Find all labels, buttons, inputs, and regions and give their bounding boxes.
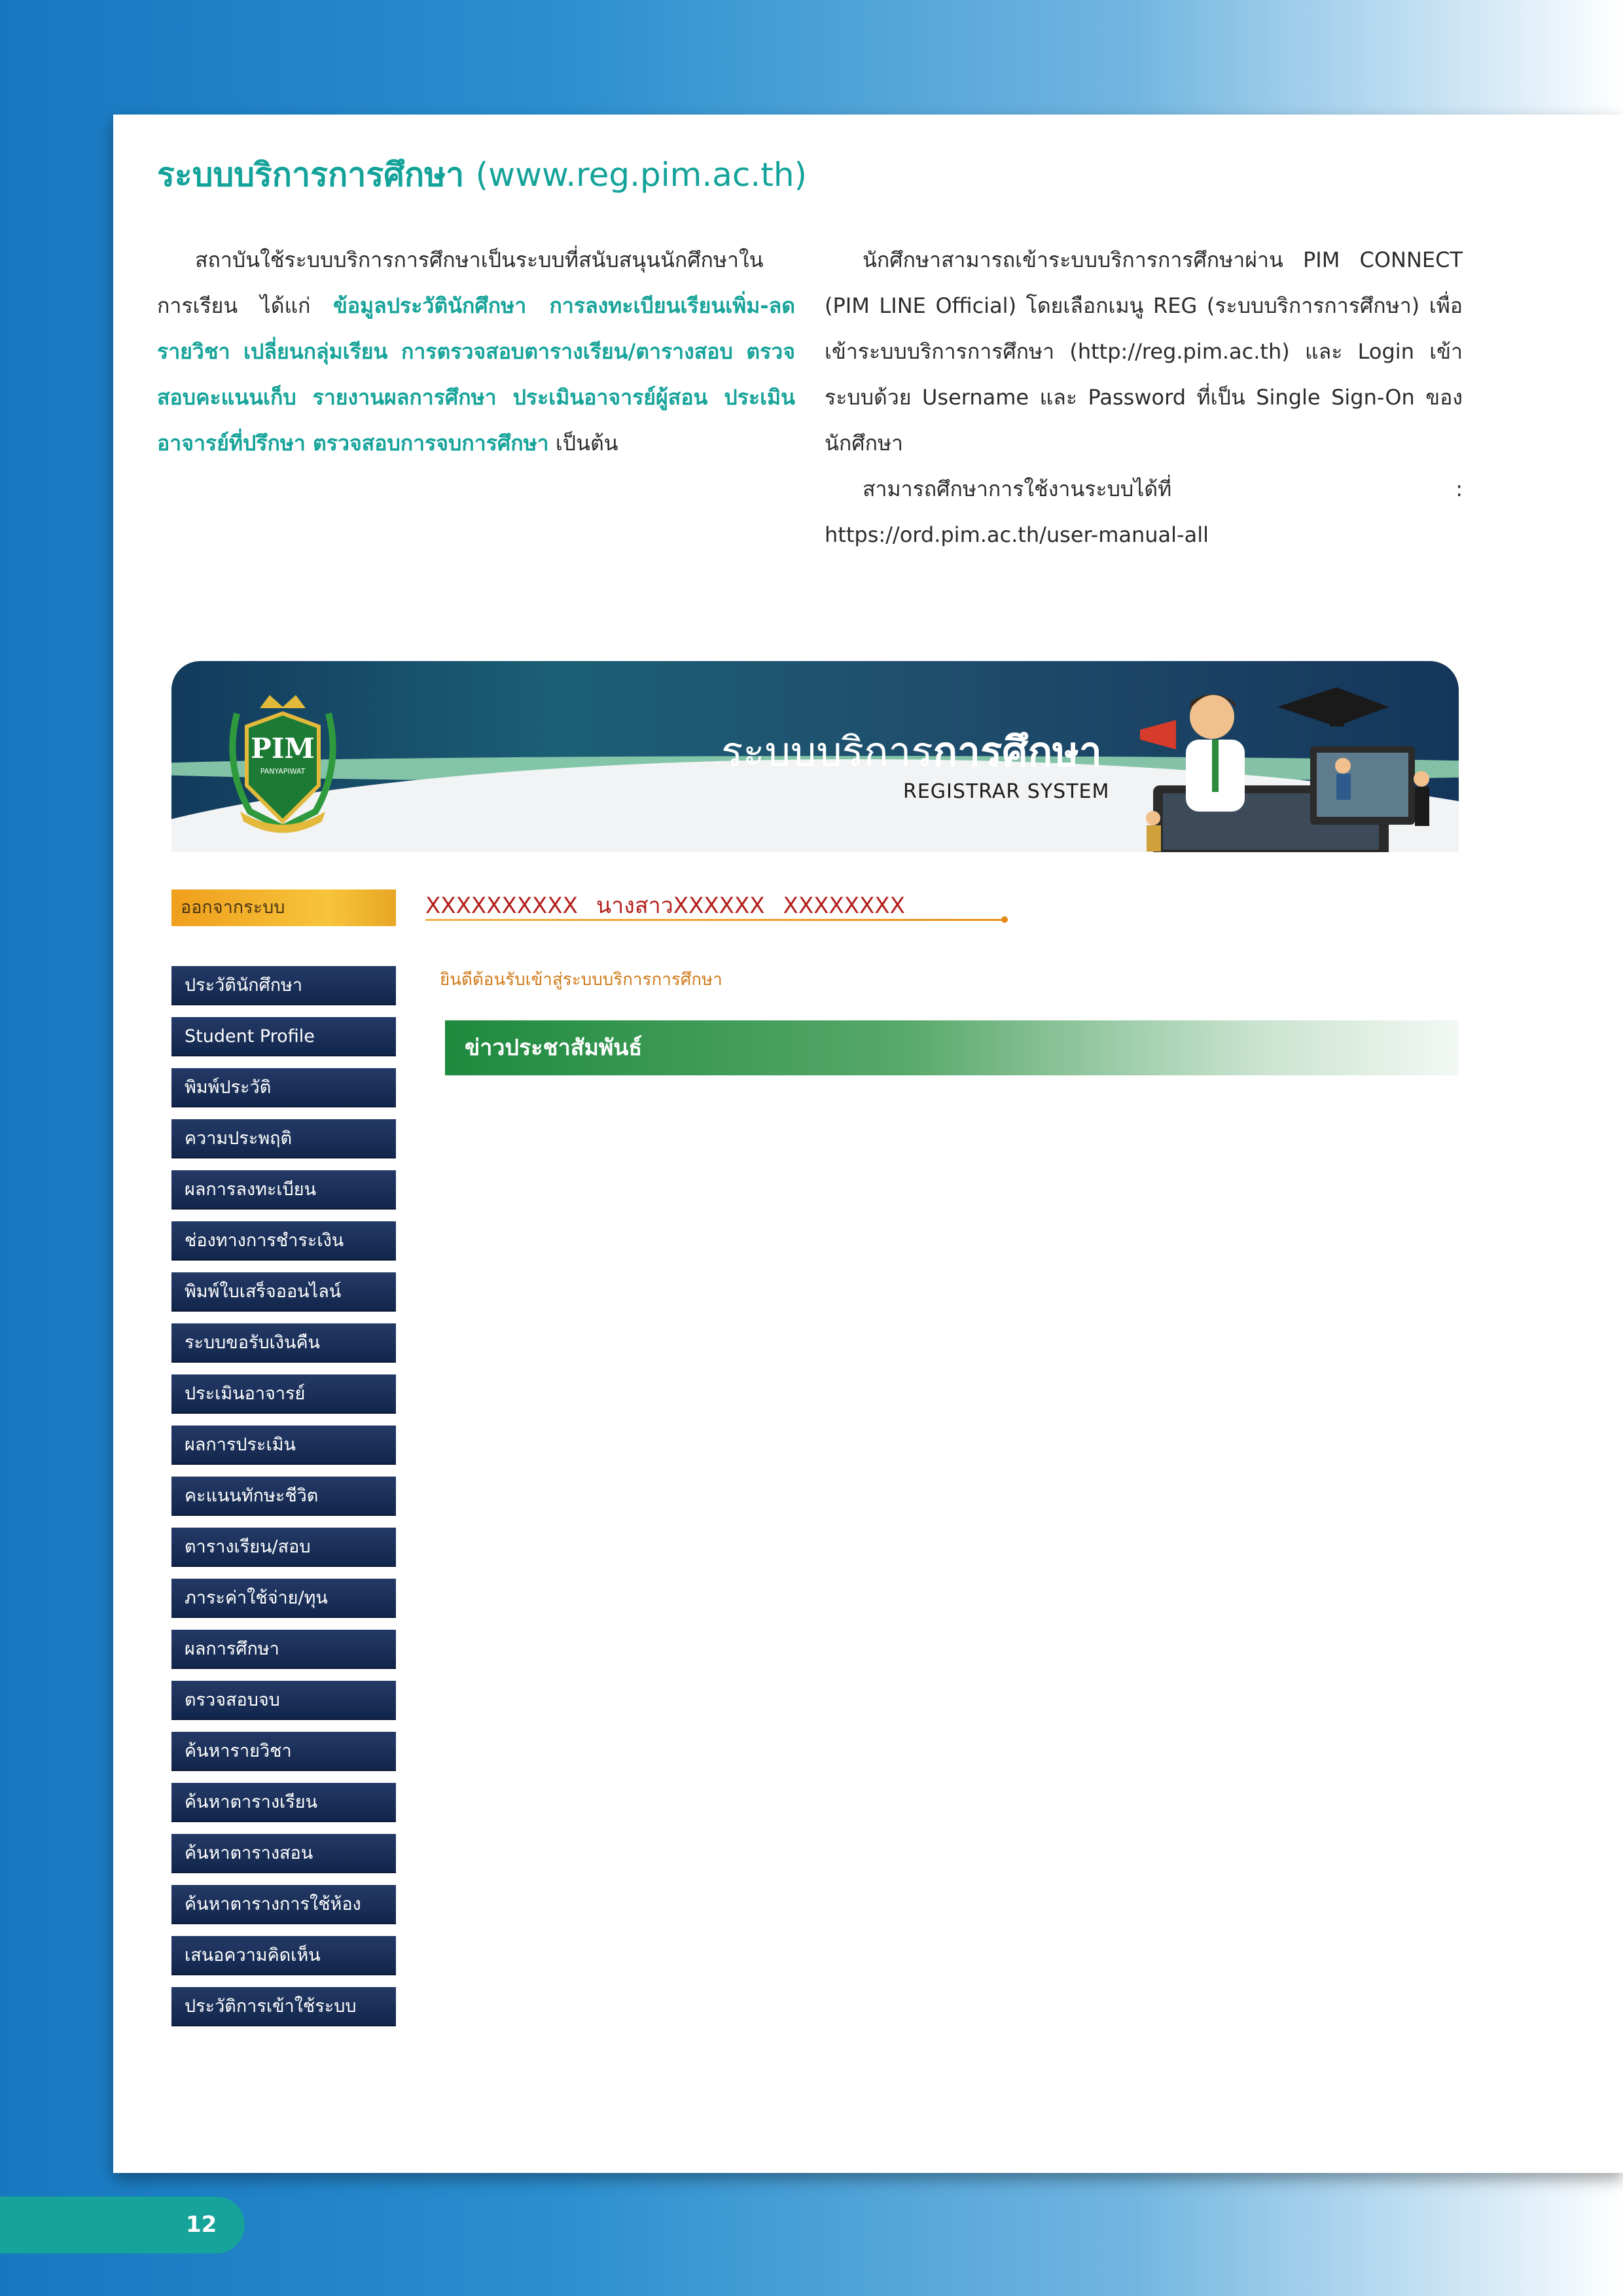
left-paragraph	[157, 237, 795, 466]
sidebar-item-graduation-check[interactable]: ตรวจสอบจบ	[171, 1681, 396, 1720]
right-column	[825, 237, 1463, 558]
sidebar-item-print-receipt[interactable]: พิมพ์ใบเสร็จออนไลน์	[171, 1272, 396, 1312]
sidebar-item-timetable[interactable]: ตารางเรียน/สอบ	[171, 1528, 396, 1567]
user-name: นางสาวXXXXXX	[596, 893, 765, 919]
sidebar-item-grades[interactable]: ผลการศึกษา	[171, 1630, 396, 1669]
banner-title	[721, 720, 1102, 784]
left-outro: เป็นต้น	[548, 431, 618, 456]
sidebar-item-evaluate-lecturer[interactable]: ประเมินอาจารย์	[171, 1374, 396, 1414]
sidebar-item-class-schedule-search[interactable]: ค้นหาตารางเรียน	[171, 1783, 396, 1822]
user-divider	[425, 919, 1008, 921]
sidebar-item-life-skill-score[interactable]: คะแนนทักษะชีวิต	[171, 1477, 396, 1516]
heading-title: ระบบบริการการศึกษา	[157, 156, 465, 194]
sidebar-item-course-search[interactable]: ค้นหารายวิชา	[171, 1732, 396, 1771]
banner-title-bold: การศึกษา	[933, 728, 1102, 776]
sidebar-item-expenses[interactable]: ภาระค่าใช้จ่าย/ทุน	[171, 1579, 396, 1618]
sidebar-item-registration-result[interactable]: ผลการลงทะเบียน	[171, 1170, 396, 1210]
news-header	[445, 1020, 1459, 1075]
user-id: XXXXXXXXXX	[425, 893, 578, 919]
right-paragraph-1: นักศึกษาสามารถเข้าระบบบริการการศึกษาผ่าน PIM CONNECT (PIM LINE Official) โดยเลือกเมนู REG (ระบบบริการการศึกษา) เพื่อเข้าระบบบริการการศึกษา (http://reg.pim.ac.th) และ Login เข้าระบบด้วย Username และ Password ที่เป็น Single Sign-On ของนักศึกษา	[825, 247, 1463, 456]
page-number: 12	[186, 2212, 217, 2238]
right-paragraph-2: สามารถศึกษาการใช้งานระบบได้ที่ : https://ord.pim.ac.th/user-manual-all	[825, 476, 1463, 547]
registrar-screenshot	[171, 661, 1459, 2036]
sidebar-item-print-history[interactable]: พิมพ์ประวัติ	[171, 1068, 396, 1107]
user-info	[425, 888, 1008, 923]
registrar-banner	[171, 661, 1459, 852]
user-divider-dot	[1001, 916, 1008, 923]
sidebar-item-teaching-schedule-search[interactable]: ค้นหาตารางสอน	[171, 1834, 396, 1873]
sidebar-item-student-history[interactable]: ประวัตินักศึกษา	[171, 966, 396, 1005]
logout-button[interactable]: ออกจากระบบ	[171, 889, 396, 926]
welcome-text: ยินดีต้อนรับเข้าสู่ระบบบริการการศึกษา	[440, 970, 722, 990]
sidebar-item-room-schedule-search[interactable]: ค้นหาตารางการใช้ห้อง	[171, 1885, 396, 1924]
banner-subtitle: REGISTRAR SYSTEM	[903, 780, 1110, 803]
news-title: ข่าวประชาสัมพันธ์	[465, 1035, 643, 1061]
sidebar-item-refund[interactable]: ระบบขอรับเงินคืน	[171, 1323, 396, 1363]
banner-illustration	[1114, 668, 1454, 852]
sidebar-item-evaluation-result[interactable]: ผลการประเมิน	[171, 1426, 396, 1465]
section-heading	[157, 149, 807, 201]
left-column	[157, 237, 795, 466]
page-number-tab	[0, 2197, 245, 2253]
sidebar-menu	[171, 966, 396, 2038]
logo-text: PIM	[251, 732, 315, 764]
sidebar-item-conduct[interactable]: ความประพฤติ	[171, 1119, 396, 1158]
banner-title-light: ระบบบริการ	[721, 728, 933, 776]
left-highlight: ข้อมูลประวัตินักศึกษา การลงทะเบียนเรียนเพิ่ม-ลดรายวิชา เปลี่ยนกลุ่มเรียน การตรวจสอบตารางเรียน/ตารางสอบ ตรวจสอบคะแนนเก็บ รายงานผลการศึกษา ประเมินอาจารย์ผู้สอน ประเมินอาจารย์ที่ปรึกษา ตรวจสอบการจบการศึกษา	[157, 293, 795, 456]
sidebar-item-login-history[interactable]: ประวัติการเข้าใช้ระบบ	[171, 1987, 396, 2026]
heading-url: (www.reg.pim.ac.th)	[475, 156, 808, 194]
sidebar-item-payment-channel[interactable]: ช่องทางการชำระเงิน	[171, 1221, 396, 1261]
user-surname: XXXXXXXX	[783, 893, 905, 919]
sidebar-item-feedback[interactable]: เสนอความคิดเห็น	[171, 1936, 396, 1975]
logo-subtext: PANYAPIWAT	[260, 767, 306, 776]
sidebar-item-student-profile[interactable]: Student Profile	[171, 1017, 396, 1056]
pim-logo	[211, 687, 355, 838]
left-intro: สถาบันใช้ระบบบริการการศึกษาเป็นระบบที่สนับสนุนนักศึกษาในการเรียน ได้แก่	[157, 247, 764, 318]
